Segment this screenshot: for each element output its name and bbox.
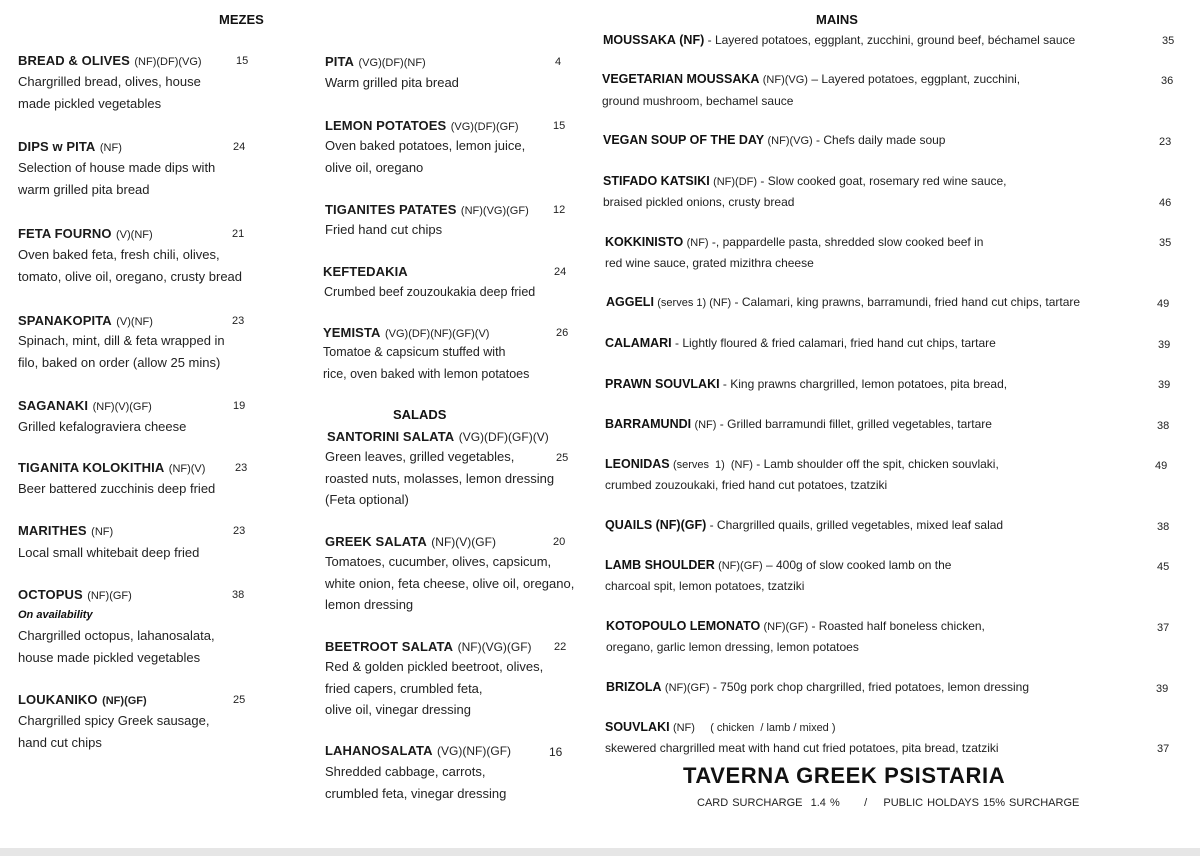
item-price: 49 [1157, 298, 1170, 310]
item-description: Tomatoes, cucumber, olives, capsicum, white onion, feta cheese, olive oil, oregano, lemon dressing [325, 554, 575, 612]
item-price: 4 [555, 56, 562, 68]
dietary-tags: (VG)(DF)(GF) [450, 121, 519, 133]
item-name: FETA FOURNO [18, 226, 112, 241]
dietary-tags: (NF) [99, 142, 122, 154]
main-item: MOUSSAKA (NF) - Layered potatoes, eggplant, zucchini, ground beef, béchamel sauce [603, 33, 1076, 47]
item-price: 23 [232, 315, 245, 327]
main-item: AGGELI (serves 1) (NF) - Calamari, king prawns, barramundi, fried hand cut chips, tartare [606, 295, 1081, 309]
item-name: YEMISTA [323, 325, 381, 340]
menu-item-title [18, 691, 147, 709]
menu-item-title [325, 742, 511, 760]
dietary-tags: (NF) [694, 419, 717, 431]
item-description: Lightly floured & fried calamari, fried hand cut chips, tartare [682, 336, 996, 350]
dietary-tags: (VG)(DF)(GF)(V) [458, 430, 549, 444]
salads-heading: SALADS [393, 407, 447, 422]
item-name: BREAD & OLIVES [18, 53, 130, 68]
item-price: 38 [232, 589, 245, 601]
dietary-tags: (NF)(GF) [655, 518, 707, 532]
item-description: Chargrilled quails, grilled vegetables, mixed leaf salad [716, 518, 1004, 532]
availability-note: On availability [18, 609, 93, 621]
main-item: PRAWN SOUVLAKI - King prawns chargrilled, lemon potatoes, pita bread, [605, 377, 1008, 391]
item-price: 23 [235, 462, 248, 474]
dietary-tags: (NF)(VG)(GF) [460, 205, 529, 217]
item-description: Warm grilled pita bread [325, 75, 459, 90]
item-description: Spinach, mint, dill & feta wrapped in filo, baked on order (allow 25 mins) [18, 333, 225, 370]
item-name: QUAILS [605, 518, 653, 532]
item-description: pappardelle pasta, shredded slow cooked beef in [722, 235, 984, 249]
item-name: LAMB SHOULDER [605, 558, 715, 572]
item-name: LEMON POTATOES [325, 118, 447, 133]
dietary-tags: (V)(NF) [116, 229, 153, 241]
item-description: Beer battered zucchinis deep fried [18, 481, 216, 496]
menu-item-title [323, 263, 408, 281]
item-name: BEETROOT SALATA [325, 639, 454, 654]
item-description: 400g of slow cooked lamb on the [776, 558, 952, 572]
item-name: VEGAN SOUP OF THE DAY [603, 133, 765, 147]
dietary-tags: (NF)(V)(GF) [431, 535, 496, 549]
dietary-tags: (NF)(V)(GF) [92, 401, 152, 413]
item-name: MARITHES [18, 523, 87, 538]
item-description: Lamb shoulder off the spit, chicken souvlaki, [763, 457, 999, 471]
main-item: BRIZOLA (NF)(GF) - 750g pork chop chargrilled, fried potatoes, lemon dressing [606, 680, 1030, 694]
item-price: 25 [556, 452, 569, 464]
item-description: Fried hand cut chips [325, 222, 443, 237]
dietary-tags: (NF) [686, 237, 709, 249]
menu-item-title [325, 53, 426, 71]
menu-item-title [18, 459, 205, 477]
item-description: Chargrilled spicy Greek sausage, hand cut chips [18, 713, 210, 750]
menu-item-title [327, 428, 549, 446]
item-description: Calamari, king prawns, barramundi, fried hand cut chips, tartare [741, 295, 1081, 309]
dietary-tags: (NF)(VG)(GF) [457, 640, 532, 654]
item-description: Chargrilled bread, olives, house made pickled vegetables [18, 74, 201, 111]
item-description: King prawns chargrilled, lemon potatoes, pita bread, [730, 377, 1008, 391]
item-description: Layered potatoes, eggplant, zucchini, ground beef, béchamel sauce [714, 33, 1076, 47]
item-description-line2: crumbed zouzoukaki, fried hand cut potatoes, tzatziki [605, 478, 888, 492]
item-price: 38 [1157, 521, 1170, 533]
item-description: Chefs daily made soup [823, 133, 946, 147]
item-description: Oven baked feta, fresh chili, olives, tomato, olive oil, oregano, crusty bread [18, 247, 243, 284]
item-price: 36 [1161, 75, 1174, 87]
item-name: OCTOPUS [18, 587, 83, 602]
item-price: 23 [1159, 136, 1172, 148]
item-price: 37 [1157, 743, 1170, 755]
item-price: 46 [1159, 197, 1172, 209]
item-name: BRIZOLA [606, 680, 662, 694]
dietary-tags: (NF)(GF) [718, 560, 763, 572]
item-price: 35 [1159, 237, 1172, 249]
menu-item-title [18, 397, 152, 415]
dietary-tags: (NF)(GF) [102, 695, 147, 707]
item-price: 39 [1156, 683, 1169, 695]
menu-item-title [18, 52, 202, 70]
menu-item-title [325, 533, 496, 551]
dietary-tags: (NF)(VG) [762, 74, 808, 86]
item-description: Local small whitebait deep fried [18, 545, 200, 560]
item-name: STIFADO KATSIKI [603, 174, 710, 188]
dietary-tags: (NF)(VG) [767, 135, 813, 147]
item-price: 38 [1157, 420, 1170, 432]
item-name: KOTOPOULO LEMONATO [606, 619, 761, 633]
dietary-tags: (serves 1) (NF) [672, 459, 753, 471]
menu-item-title [323, 324, 489, 342]
item-description: Grilled barramundi fillet, grilled vegetables, tartare [727, 417, 992, 431]
item-name: KEFTEDAKIA [323, 264, 408, 279]
item-description: Shredded cabbage, carrots, crumbled feta, vinegar dressing [325, 764, 507, 801]
item-description: Grilled kefalograviera cheese [18, 419, 187, 434]
item-name: SANTORINI SALATA [327, 429, 455, 444]
item-description: Layered potatoes, eggplant, zucchini, [821, 72, 1021, 86]
item-description: Selection of house made dips with warm grilled pita bread [18, 160, 216, 197]
dietary-tags: (VG)(DF)(NF) [358, 57, 426, 69]
item-price: 20 [553, 536, 566, 548]
dietary-tags: (NF)(DF)(VG) [134, 56, 202, 68]
item-price: 24 [233, 141, 246, 153]
dietary-tags: (NF) [679, 33, 705, 47]
menu-item-title [18, 586, 132, 604]
main-item: VEGAN SOUP OF THE DAY (NF)(VG) - Chefs daily made soup [603, 133, 946, 147]
item-description: Oven baked potatoes, lemon juice, olive oil, oregano [325, 138, 526, 175]
page-edge [0, 848, 1200, 856]
item-name: CALAMARI [605, 336, 672, 350]
item-description-line2: charcoal spit, lemon potatoes, tzatziki [605, 579, 805, 593]
dietary-tags: (NF)(V) [168, 463, 206, 475]
surcharge-note: CARD SURCHARGE 1.4 % / PUBLIC HOLDAYS 15% SURCHARGE [697, 797, 1080, 809]
item-description: Roasted half boneless chicken, [818, 619, 985, 633]
item-description: Tomatoe & capsicum stuffed with rice, oven baked with lemon potatoes [323, 345, 530, 381]
dietary-tags: (serves 1) (NF) [657, 297, 732, 309]
item-description: Slow cooked goat, rosemary red wine sauce, [767, 174, 1007, 188]
item-description-line2: red wine sauce, grated mizithra cheese [605, 256, 814, 270]
main-item: LAMB SHOULDER (NF)(GF) – 400g of slow cooked lamb on the [605, 558, 952, 572]
main-item: LEONIDAS (serves 1) (NF) - Lamb shoulder off the spit, chicken souvlaki, [605, 457, 999, 471]
menu-item-title [325, 117, 519, 135]
item-description-line2: braised pickled onions, crusty bread [603, 195, 795, 209]
menu-item-title [18, 225, 153, 243]
item-price: 45 [1157, 561, 1170, 573]
main-item: CALAMARI - Lightly floured & fried calamari, fried hand cut chips, tartare [605, 336, 996, 350]
item-price: 12 [553, 204, 566, 216]
menu-item-title [325, 638, 532, 656]
item-name: SOUVLAKI [605, 720, 670, 734]
item-price: 25 [233, 694, 246, 706]
dietary-tags: (V)(NF) [116, 316, 153, 328]
main-item: VEGETARIAN MOUSSAKA (NF)(VG) – Layered potatoes, eggplant, zucchini, [602, 72, 1021, 86]
mains-heading: MAINS [816, 12, 858, 27]
dietary-tags: (VG)(NF)(GF) [437, 744, 512, 758]
item-name: AGGELI [606, 295, 654, 309]
item-name: MOUSSAKA [603, 33, 676, 47]
item-price: 23 [233, 525, 246, 537]
item-name: BARRAMUNDI [605, 417, 692, 431]
item-description-line2: skewered chargrilled meat with hand cut fried potatoes, pita bread, tzatziki [605, 741, 999, 755]
item-price: 39 [1158, 379, 1171, 391]
item-description-line2: oregano, garlic lemon dressing, lemon potatoes [606, 640, 859, 654]
item-name: VEGETARIAN MOUSSAKA [602, 72, 760, 86]
item-price: 24 [554, 266, 567, 278]
item-price: 39 [1158, 339, 1171, 351]
item-description: Red & golden pickled beetroot, olives, fried capers, crumbled feta, olive oil, vinegar dressing [325, 659, 544, 717]
dietary-tags: (NF)(DF) [713, 176, 758, 188]
menu-item-title [18, 312, 153, 330]
item-price: 16 [549, 745, 563, 759]
dietary-tags: (NF)(GF) [87, 590, 132, 602]
main-item: QUAILS (NF)(GF) - Chargrilled quails, grilled vegetables, mixed leaf salad [605, 518, 1004, 532]
item-description: Green leaves, grilled vegetables, roasted nuts, molasses, lemon dressing (Feta optional) [325, 449, 555, 507]
item-description: 750g pork chop chargrilled, fried potatoes, lemon dressing [720, 680, 1030, 694]
item-description: Chargrilled octopus, lahanosalata, house made pickled vegetables [18, 628, 215, 665]
dietary-tags: (NF)(GF) [763, 621, 809, 633]
item-price: 19 [233, 400, 246, 412]
item-description: Crumbed beef zouzoukakia deep fried [324, 285, 536, 299]
menu-item-title [325, 201, 529, 219]
item-price: 26 [556, 327, 569, 339]
main-item: KOTOPOULO LEMONATO (NF)(GF) - Roasted half boneless chicken, [606, 619, 985, 633]
item-name: LEONIDAS [605, 457, 670, 471]
dietary-tags: (NF) [91, 526, 114, 538]
main-item [605, 720, 836, 734]
dietary-tags: (NF)(GF) [664, 682, 710, 694]
item-price: 21 [232, 228, 245, 240]
item-price: 15 [553, 120, 566, 132]
dietary-tags: (NF) ( chicken / lamb / mixed ) [672, 722, 836, 734]
item-name: DIPS w PITA [18, 139, 96, 154]
item-price: 35 [1162, 35, 1175, 47]
item-name: SAGANAKI [18, 398, 89, 413]
menu-item-title [18, 522, 113, 540]
item-price: 22 [554, 641, 567, 653]
dietary-tags: (VG)(DF)(NF)(GF)(V) [384, 328, 490, 340]
item-name: KOKKINISTO [605, 235, 684, 249]
main-item: BARRAMUNDI (NF) - Grilled barramundi fillet, grilled vegetables, tartare [605, 417, 992, 431]
item-name: TIGANITES PATATES [325, 202, 457, 217]
menu-item-title [18, 138, 122, 156]
item-name: TIGANITA KOLOKITHIA [18, 460, 165, 475]
item-price: 15 [236, 55, 249, 67]
item-name: LOUKANIKO [18, 692, 98, 707]
mezes-heading: MEZES [219, 12, 264, 27]
main-item: KOKKINISTO (NF) -, pappardelle pasta, shredded slow cooked beef in [605, 235, 984, 249]
item-name: GREEK SALATA [325, 534, 427, 549]
item-price: 37 [1157, 622, 1170, 634]
item-name: SPANAKOPITA [18, 313, 112, 328]
item-price: 49 [1155, 460, 1168, 472]
main-item: STIFADO KATSIKI (NF)(DF) - Slow cooked goat, rosemary red wine sauce, [603, 174, 1007, 188]
item-name: LAHANOSALATA [325, 743, 433, 758]
restaurant-name: TAVERNA GREEK PSISTARIA [683, 763, 1006, 788]
item-name: PITA [325, 54, 355, 69]
item-description-line2: ground mushroom, bechamel sauce [602, 94, 794, 108]
item-name: PRAWN SOUVLAKI [605, 377, 720, 391]
